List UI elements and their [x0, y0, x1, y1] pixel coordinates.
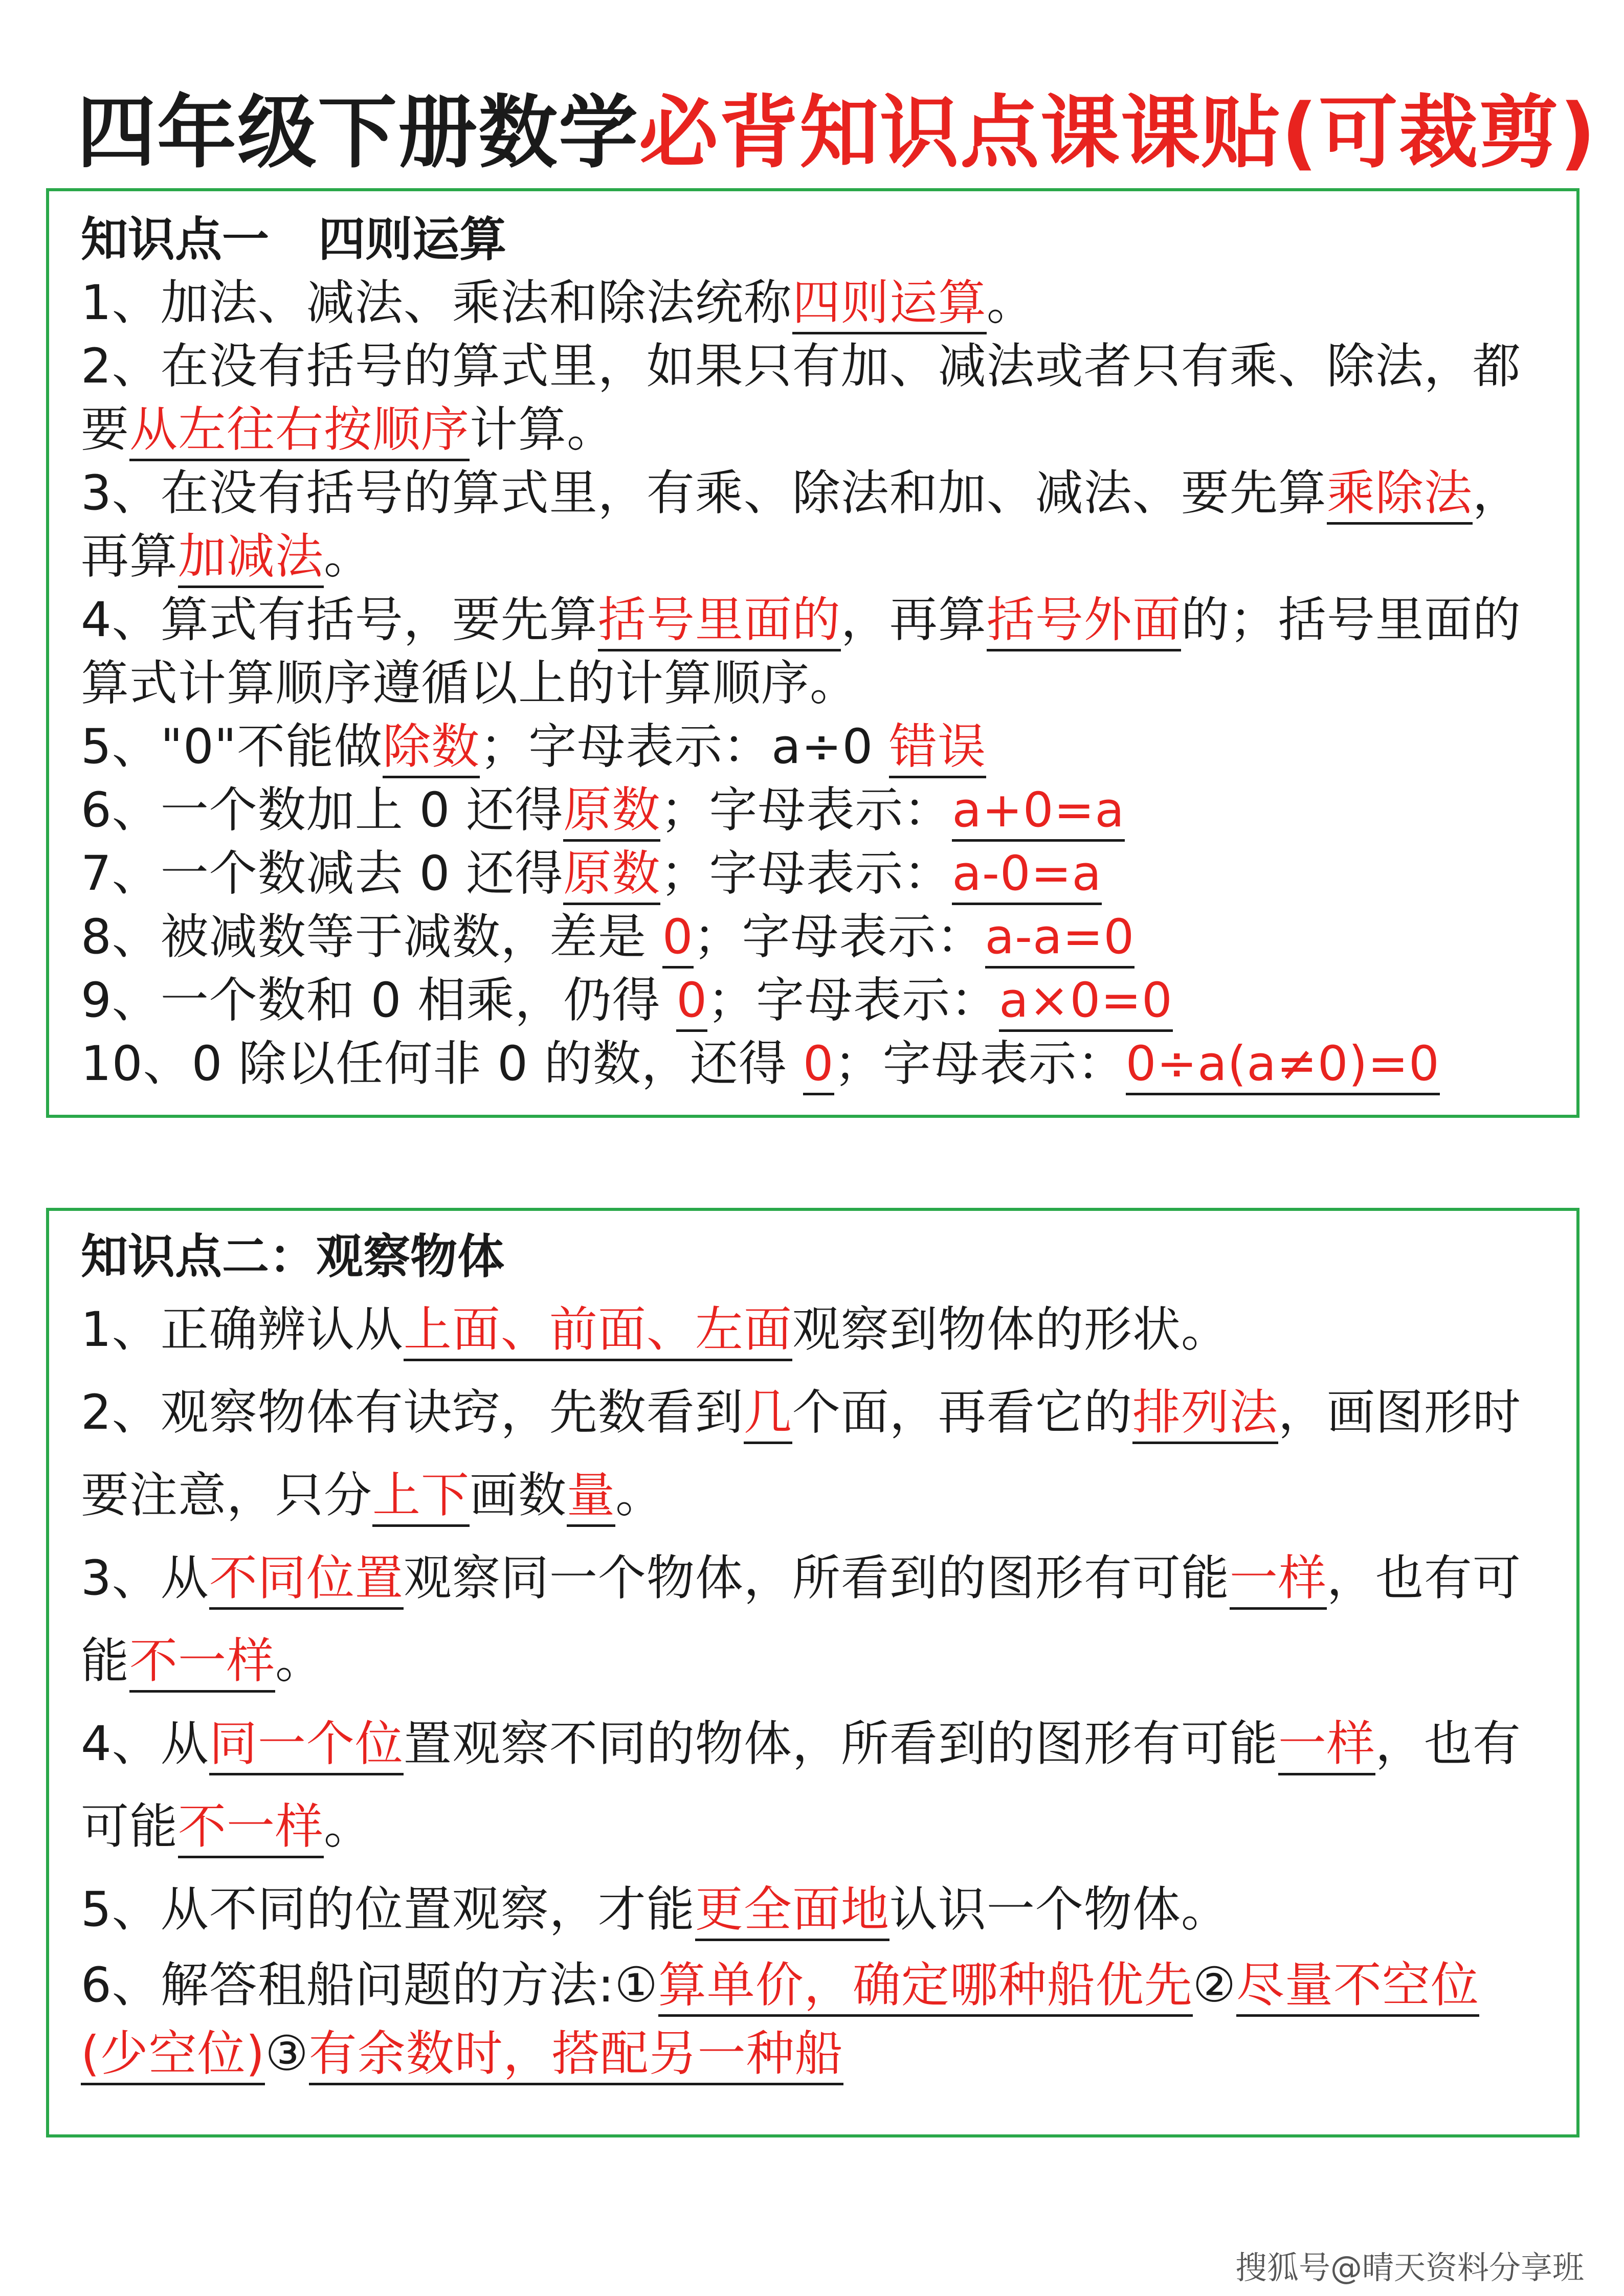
list-item — [81, 462, 1546, 589]
item-text: 6、一个数加上 0 还得 — [81, 782, 564, 838]
list-item — [81, 1032, 1546, 1096]
list-item — [81, 715, 1546, 779]
section-title: 知识点二：观察物体 — [81, 1229, 505, 1284]
item-text: 画数 — [470, 1468, 567, 1523]
item-text: 的；括号里面的算式计算顺序遵循以上的计算顺序。 — [81, 592, 1521, 711]
highlighted-answer: 0 — [803, 1036, 834, 1095]
item-text: 5、"0"不能做 — [81, 719, 383, 775]
item-text: 。 — [275, 1633, 324, 1689]
highlighted-answer: 错误 — [889, 719, 986, 778]
item-text: ，也有可能 — [81, 1550, 1521, 1689]
highlighted-answer: 四则运算 — [792, 275, 987, 334]
list-item — [81, 1371, 1546, 1537]
list-item — [81, 969, 1546, 1032]
highlighted-answer: 加减法 — [178, 529, 324, 588]
highlighted-answer: a×0=0 — [999, 973, 1173, 1032]
item-text: ，也有可能 — [81, 1716, 1521, 1855]
section-title: 知识点一 四则运算 — [81, 212, 507, 267]
highlighted-answer: 除数 — [383, 719, 480, 778]
item-text: ③ — [265, 2026, 309, 2082]
highlighted-answer: 0 — [662, 909, 694, 969]
highlighted-answer: 同一个位 — [209, 1716, 404, 1775]
item-text: ；字母表示： — [834, 1036, 1126, 1092]
highlighted-answer: 排列法 — [1132, 1385, 1278, 1444]
item-text: ，画图形时要注意，只分 — [81, 1385, 1521, 1523]
highlighted-answer: 括号外面 — [987, 592, 1181, 651]
item-text: ；字母表示： — [707, 973, 999, 1028]
section-items — [81, 272, 1546, 1096]
section-items — [81, 1289, 1546, 2088]
highlighted-answer: 乘除法 — [1327, 465, 1473, 525]
section-four-operations — [46, 188, 1579, 1118]
item-text: ；字母表示： — [693, 909, 985, 965]
section-observing-objects — [46, 1208, 1579, 2137]
list-item — [81, 1951, 1546, 2088]
item-text: 7、一个数减去 0 还得 — [81, 846, 564, 902]
highlighted-answer: 不一样 — [129, 1633, 275, 1693]
item-text: 。 — [986, 275, 1035, 331]
highlighted-answer: 上面、前面、左面 — [404, 1302, 792, 1361]
item-text: 2、在没有括号的算式里，如果只有加、减法或者只有乘、除法，都要 — [81, 339, 1521, 458]
item-text: 4、从 — [81, 1716, 209, 1772]
list-item — [81, 842, 1546, 906]
item-text: 个面，再看它的 — [792, 1385, 1132, 1440]
item-text: 置观察不同的物体，所看到的图形有可能 — [403, 1716, 1278, 1772]
highlighted-answer: 不一样 — [178, 1799, 324, 1858]
list-item — [81, 589, 1546, 715]
highlighted-answer: 0÷a(a≠0)=0 — [1126, 1036, 1440, 1095]
highlighted-answer: a-a=0 — [985, 909, 1135, 969]
list-item — [81, 1537, 1546, 1703]
item-text: ；字母表示：a÷0 — [480, 719, 889, 775]
item-text: 。 — [324, 529, 373, 584]
item-text: ；字母表示： — [660, 782, 952, 838]
item-text: 观察到物体的形状。 — [792, 1302, 1230, 1358]
item-text: 认识一个物体。 — [889, 1882, 1230, 1938]
list-item — [81, 272, 1546, 335]
highlighted-answer: a+0=a — [952, 782, 1125, 842]
item-text: 计算。 — [470, 402, 616, 458]
list-item — [81, 779, 1546, 842]
highlighted-answer: 量 — [567, 1468, 615, 1527]
list-item — [81, 335, 1546, 462]
highlighted-answer: 不同位置 — [209, 1550, 404, 1610]
list-item — [81, 1869, 1546, 1951]
highlighted-answer: 几 — [744, 1385, 792, 1444]
highlighted-answer: 原数 — [563, 846, 660, 905]
item-text: 3、在没有括号的算式里，有乘、除法和加、减法、要先算 — [81, 465, 1327, 521]
highlighted-answer: a-0=a — [952, 846, 1102, 905]
highlighted-answer: 从左往右按顺序 — [129, 402, 470, 461]
highlighted-answer: 0 — [676, 973, 707, 1032]
item-text: 1、正确辨认从 — [81, 1302, 404, 1358]
item-text: 6、解答租船问题的方法:① — [81, 1957, 658, 2013]
highlighted-answer: 上下 — [372, 1468, 470, 1527]
item-text: ② — [1192, 1957, 1237, 2013]
item-text: 2、观察物体有诀窍，先数看到 — [81, 1385, 744, 1440]
highlighted-answer: 一样 — [1230, 1550, 1327, 1610]
highlighted-answer: 尽量不空位(少空位) — [81, 1957, 1479, 2085]
highlighted-answer: 更全面地 — [695, 1882, 889, 1941]
title-black-part: 四年级下册数学 — [77, 86, 639, 179]
highlighted-answer: 算单价，确定哪种船优先 — [658, 1957, 1193, 2017]
item-text: ，再算 — [81, 465, 1521, 584]
item-text: 。 — [324, 1799, 373, 1855]
item-text: ，再算 — [840, 592, 987, 648]
item-text: 5、从不同的位置观察，才能 — [81, 1882, 695, 1938]
list-item — [81, 1289, 1546, 1371]
highlighted-answer: 一样 — [1278, 1716, 1375, 1775]
item-text: 8、被减数等于减数，差是 — [81, 909, 662, 965]
item-text: 4、算式有括号，要先算 — [81, 592, 598, 648]
highlighted-answer: 原数 — [563, 782, 660, 842]
list-item — [81, 906, 1546, 969]
item-text: 1、加法、减法、乘法和除法统称 — [81, 275, 792, 331]
list-item — [81, 1703, 1546, 1869]
watermark: 搜狐号@晴天资料分享班 — [1235, 2249, 1584, 2286]
title-red-part: 必背知识点课课贴(可裁剪) — [639, 86, 1597, 179]
item-text: 观察同一个物体，所看到的图形有可能 — [403, 1550, 1230, 1606]
item-text: ；字母表示： — [660, 846, 952, 902]
item-text: 9、一个数和 0 相乘，仍得 — [81, 973, 677, 1028]
highlighted-answer: 括号里面的 — [598, 592, 841, 651]
page-title — [77, 77, 1597, 189]
item-text: 。 — [615, 1468, 664, 1523]
item-text: 3、从 — [81, 1550, 209, 1606]
highlighted-answer: 有余数时，搭配另一种船 — [309, 2026, 843, 2085]
item-text: 10、0 除以任何非 0 的数，还得 — [81, 1036, 803, 1092]
